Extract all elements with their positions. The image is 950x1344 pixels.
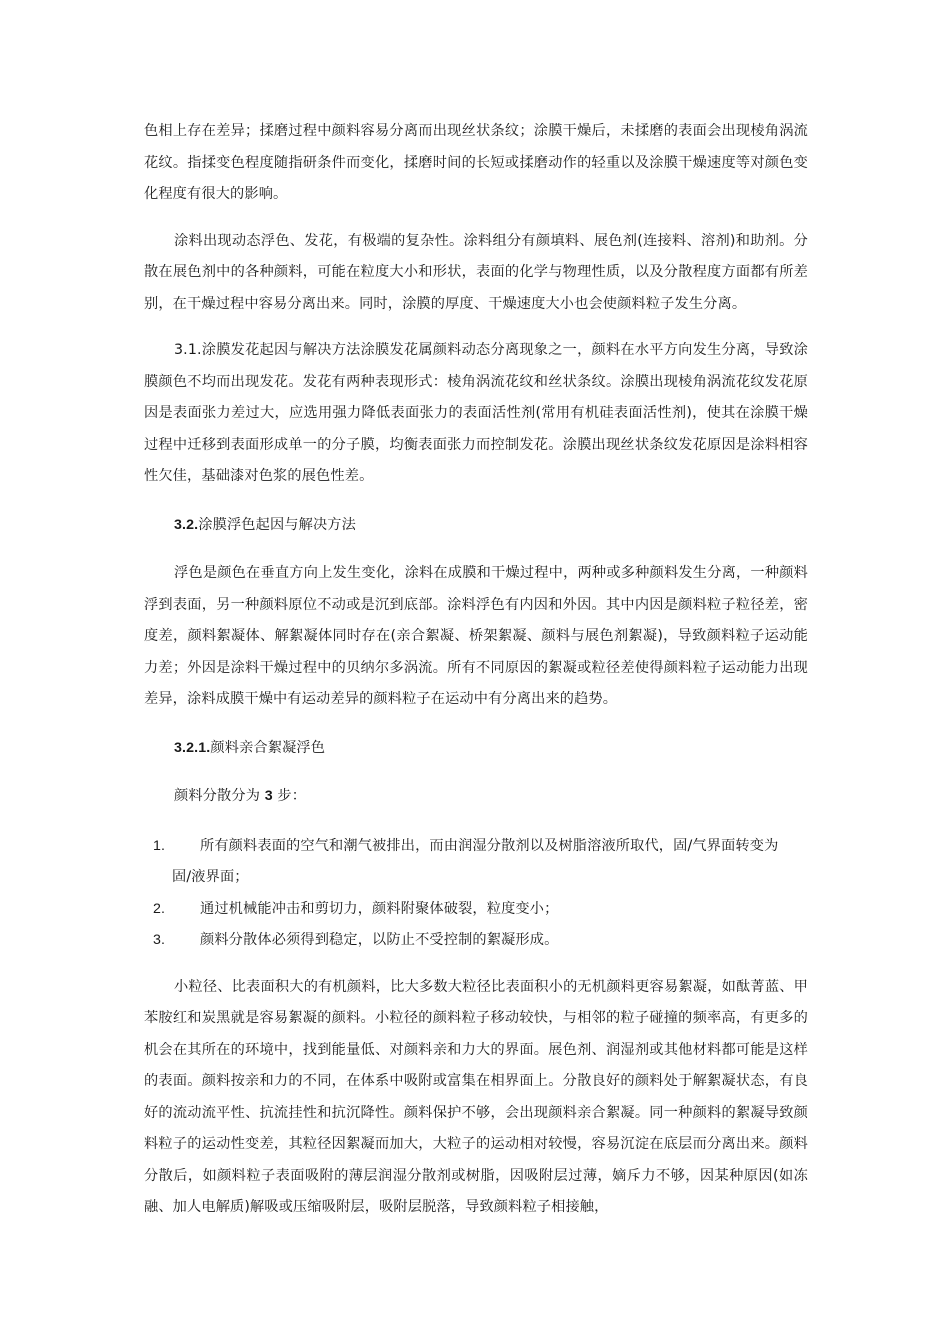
list-item-text: 颜料分散体必须得到稳定，以防止不受控制的絮凝形成。 xyxy=(200,932,559,948)
paragraph-floating-color: 浮色是颜色在垂直方向上发生变化，涂料在成膜和干燥过程中，两种或多种颜料发生分离，一种颜料浮到表面，另一种颜料原位不动或是沉到底部。涂料浮色有内因和外因。其中内因是颜料粒子粒径差，密度差，颜料絮凝体、解絮凝体同时存在(亲合絮凝、桥架絮凝、颜料与展色剂絮凝)，导致颜料粒子运动能力差；外因是涂料干燥过程中的贝纳尔多涡流。所有不同原因的絮凝或粒径差使得颜料粒子运动能力出现差异，涂料成膜干燥中有运动差异的颜料粒子在运动中有分离出来的趋势。 xyxy=(144,565,808,707)
section-title: 涂膜浮色起因与解决方法 xyxy=(198,516,356,533)
dispersion-steps-list xyxy=(144,831,808,957)
list-marker: 2. xyxy=(153,900,166,917)
list-item-text: 所有颜料表面的空气和潮气被排出，而由润湿分散剂以及树脂溶液所取代，固/气界面转变为 固/液界面； xyxy=(172,837,779,885)
list-item-continuation: 固/液界面； xyxy=(172,869,249,885)
section-heading-3-2 xyxy=(144,510,808,542)
section-number: 3.2. xyxy=(174,516,199,533)
section-heading-3-2-1 xyxy=(144,733,808,765)
steps-intro-suffix: 步： xyxy=(272,788,307,804)
list-marker: 1. xyxy=(153,837,166,854)
section-title: 颜料亲合絮凝浮色 xyxy=(210,739,326,756)
list-item-text: 通过机械能冲击和剪切力，颜料附聚体破裂，粒度变小； xyxy=(200,900,559,917)
list-item xyxy=(144,831,808,894)
paragraph-organic-pigments: 小粒径、比表面积大的有机颜料，比大多数大粒径比表面积小的无机颜料更容易絮凝，如酞菁蓝、甲苯胺红和炭黑就是容易絮凝的颜料。小粒径的颜料粒子移动较快，与相邻的粒子碰撞的频率高，有更多的机会在其所在的环境中，找到能量低、对颜料亲和力大的界面。展色剂、润湿剂或其他材料都可能是这样的表面。颜料按亲和力的不同，在体系中吸附或富集在相界面上。分散良好的颜料处于解絮凝状态，有良好的流动流平性、抗流挂性和抗沉降性。颜料保护不够，会出现颜料亲合絮凝。同一种颜料的絮凝导致颜料粒子的运动性变差，其粒径因絮凝而加大，大粒子的运动相对较慢，容易沉淀在底层而分离出来。颜料分散后，如颜料粒子表面吸附的薄层润湿分散剂或树脂，因吸附层过薄，嫡斥力不够，因某种原因(如冻融、加人电解质)解吸或压缩吸附层，吸附层脱落，导致颜料粒子相接触， xyxy=(144,978,808,1215)
steps-count: 3 xyxy=(264,788,273,804)
paragraph-dynamic-floating: 涂料出现动态浮色、发花，有极端的复杂性。涂料组分有颜填料、展色剂(连接料、溶剂)和助剂。分散在展色剂中的各种颜料，可能在粒度大小和形状，表面的化学与物理性质，以及分散程度方面都有所差别，在干燥过程中容易分离出来。同时，涂膜的厚度、干燥速度大小也会使颜料粒子发生分离。 xyxy=(144,232,808,312)
paragraph-color-difference: 色相上存在差异；揉磨过程中颜料容易分离而出现丝状条纹；涂膜干燥后，未揉磨的表面会出现棱角涡流花纹。指揉变色程度随指研条件而变化，揉磨时间的长短或揉磨动作的轻重以及涂膜干燥速度等对颜色变化程度有很大的影响。 xyxy=(144,123,808,202)
list-item xyxy=(144,925,808,957)
list-marker: 3. xyxy=(153,932,166,948)
paragraph-section-3-1: 3.1.涂膜发花起因与解决方法涂膜发花属颜料动态分离现象之一，颜料在水平方向发生分离，导致涂膜颜色不均而出现发花。发花有两种表现形式：棱角涡流花纹和丝状条纹。涂膜出现棱角涡流花纹发花原因是表面张力差过大，应选用强力降低表面张力的表面活性剂(常用有机硅表面活性剂)，使其在涂膜干燥过程中迁移到表面形成单一的分子膜，均衡表面张力而控制发花。涂膜出现丝状条纹发花原因是涂料相容性欠佳，基础漆对色浆的展色性差。 xyxy=(144,342,808,484)
list-item xyxy=(144,894,808,926)
steps-intro-prefix: 颜料分散分为 xyxy=(174,788,265,804)
document-body xyxy=(144,116,808,1224)
section-number: 3.2.1. xyxy=(174,739,211,756)
steps-intro xyxy=(144,781,808,813)
